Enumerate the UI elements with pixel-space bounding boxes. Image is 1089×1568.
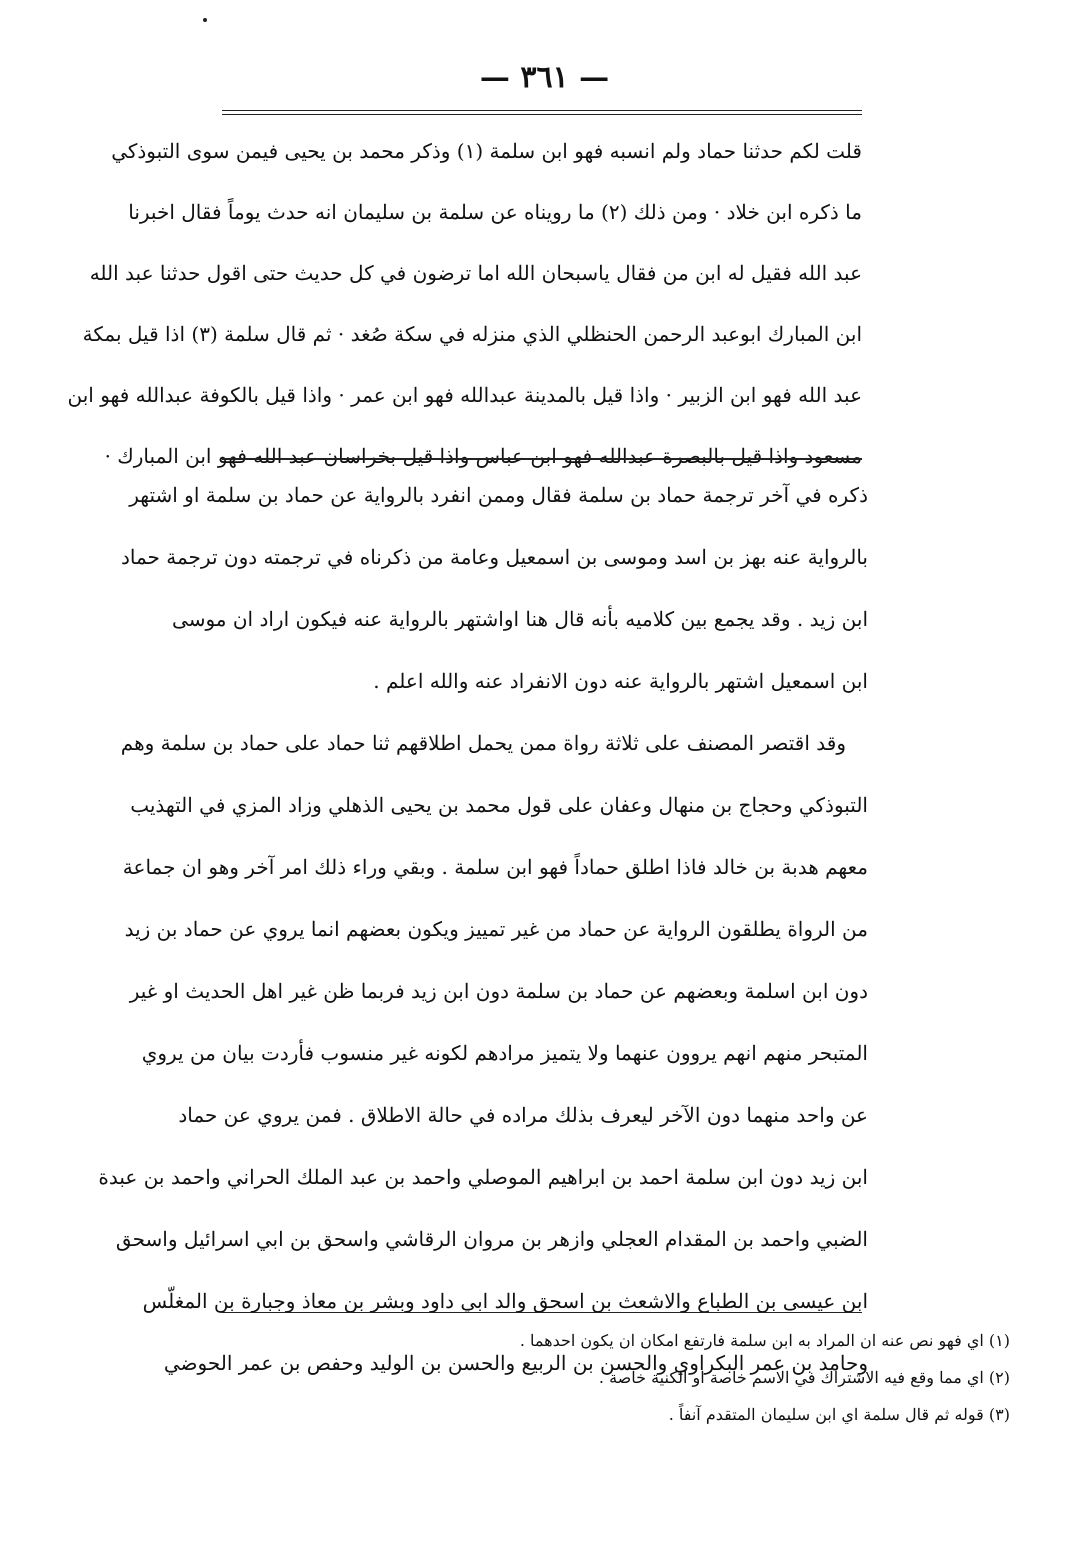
footnote-separator (222, 1312, 862, 1313)
commentary-line: عن واحد منهما دون الآخر ليعرف بذلك مراده في حالة الاطلاق . فمن يروي عن حماد (178, 1103, 868, 1127)
header-rule (222, 110, 862, 115)
page-number: — ٣٦١ — (479, 60, 610, 95)
ink-speck (203, 18, 207, 22)
commentary-line: ابن زيد دون ابن سلمة احمد بن ابراهيم الموصلي واحمد بن عبد الملك الحراني واحمد بن عبدة (98, 1165, 868, 1189)
commentary-line: ابن اسمعيل اشتهر بالرواية عنه دون الانفراد عنه والله اعلم . (373, 669, 868, 693)
commentary-text (98, 464, 868, 1394)
commentary-line: الضبي واحمد بن المقدام العجلي وازهر بن مروان الرقاشي واسحق بن ابي اسرائيل واسحق (115, 1227, 868, 1251)
commentary-separator (222, 458, 862, 460)
footnote: (١) اي فهو نص عنه ان المراد به ابن سلمة فارتفع امكان ان يكون احدهما . (519, 1330, 1010, 1350)
footnotes (330, 1322, 1010, 1433)
commentary-line: من الرواة يطلقون الرواية عن حماد من غير تمييز ويكون بعضهم انما يروي عن حماد بن زيد (124, 917, 868, 941)
commentary-line: دون ابن اسلمة وبعضهم عن حماد بن سلمة دون ابن زيد فربما ظن غير اهل الحديث او غير (129, 979, 868, 1003)
commentary-line: ابن عيسى بن الطباع والاشعث بن اسحق والد ابي داود وبشر بن معاذ وجبارة بن المغلّس (142, 1289, 868, 1313)
main-line: مسعود واذا قيل بالبصرة عبدالله فهو ابن عباس واذا قيل بخراسان عبد الله فهو ابن المبارك · (104, 443, 862, 468)
main-line: ابن المبارك ابوعبد الرحمن الحنظلي الذي منزله في سكة صُغد · ثم قال سلمة (٣) اذا قيل بمكة (82, 321, 862, 346)
footnote: (٢) اي مما وقع فيه الاشتراك في الاسم خاصة او الكنية خاصة . (598, 1367, 1010, 1387)
commentary-line: ذكره في آخر ترجمة حماد بن سلمة فقال وممن انفرد بالرواية عن حماد بن سلمة او اشتهر (129, 483, 868, 507)
commentary-line: المتبحر منهم انهم يروون عنهما ولا يتميز مرادهم لكونه غير منسوب فأردت بيان من يروي (141, 1041, 868, 1065)
commentary-line: وقد اقتصر المصنف على ثلاثة رواة ممن يحمل اطلاقهم ثنا حماد على حماد بن سلمة وهم (120, 731, 846, 755)
commentary-line: معهم هدبة بن خالد فاذا اطلق حماداً فهو ابن سلمة . وبقي وراء ذلك امر آخر وهو ان جماعة (122, 855, 868, 879)
commentary-line: ابن زيد . وقد يجمع بين كلاميه بأنه قال هنا اواشتهر بالرواية عنه فيكون اراد ان موسى (172, 607, 868, 631)
main-line: قلت لكم حدثنا حماد ولم انسبه فهو ابن سلمة (١) وذكر محمد بن يحيى فيمن سوى التبوذكي (111, 138, 862, 163)
commentary-line: بالرواية عنه بهز بن اسد وموسى بن اسمعيل وعامة من ذكرناه في ترجمته دون ترجمة حماد (120, 545, 868, 569)
commentary-line: التبوذكي وحجاج بن منهال وعفان على قول محمد بن يحيى الذهلي وزاد المزي في التهذيب (130, 793, 868, 817)
main-text (67, 120, 862, 486)
main-line: عبد الله فقيل له ابن من فقال ياسبحان الله اما ترضون في كل حديث حتى اقول حدثنا عبد الله (89, 260, 862, 285)
footnote: (٣) قوله ثم قال سلمة اي ابن سليمان المتقدم آنفاً . (668, 1404, 1010, 1424)
main-line: عبد الله فهو ابن الزبير · واذا قيل بالمدينة عبدالله فهو ابن عمر · واذا قيل بالكوفة عبدالله فهو ابن (67, 382, 862, 407)
main-line: ما ذكره ابن خلاد · ومن ذلك (٢) ما رويناه عن سلمة بن سليمان انه حدث يوماً فقال اخبرنا (128, 199, 862, 224)
commentary-line: وحامد بن عمر البكراوي والحسن بن الربيع والحسن بن الوليد وحفص بن عمر الحوضي (163, 1351, 868, 1375)
